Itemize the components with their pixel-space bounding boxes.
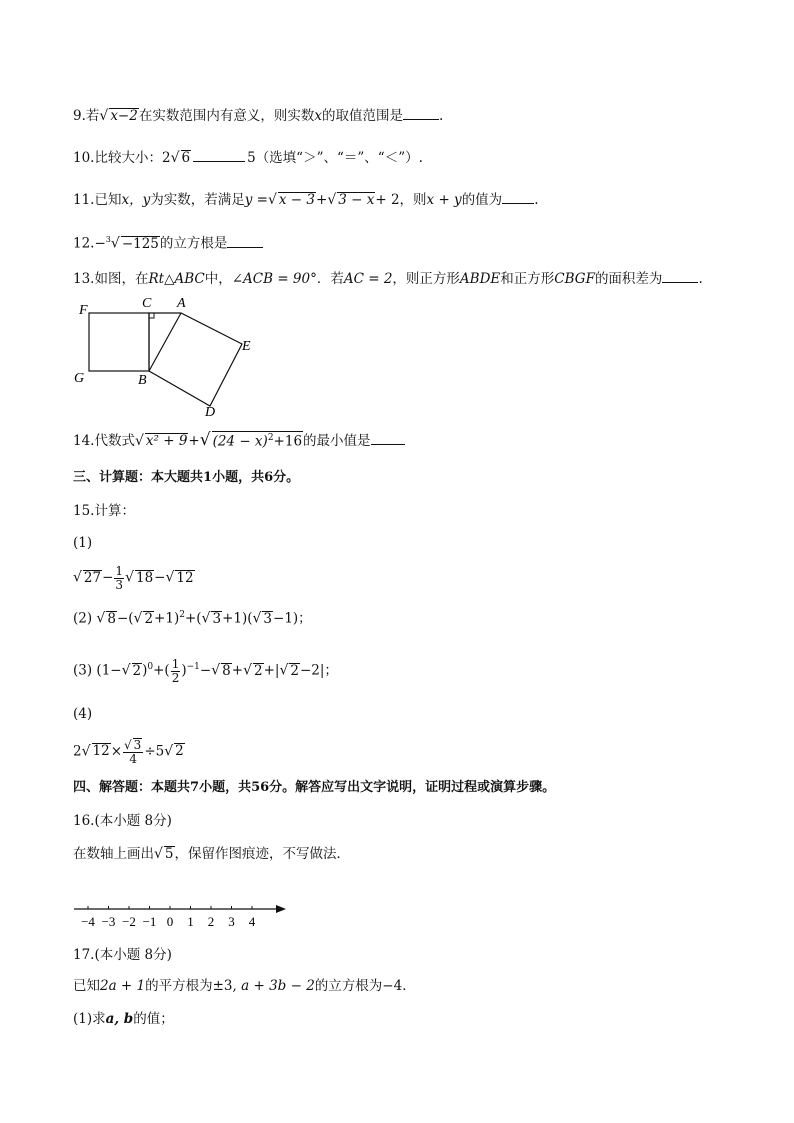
text: 比较大小：: [94, 150, 162, 166]
arrow-head: [276, 905, 286, 913]
text: 分。: [273, 470, 300, 485]
numerator: √ 3: [124, 738, 142, 752]
radicand: 3: [263, 610, 273, 627]
radicand: 2: [132, 662, 142, 679]
text: 的最小值是: [303, 433, 371, 449]
radicand: 8: [222, 662, 231, 679]
radicand: 3: [212, 610, 222, 627]
sqrt-sign: √: [96, 610, 106, 627]
numerator: 1: [115, 564, 124, 578]
label-a: A: [177, 296, 186, 311]
radicand: 6: [181, 150, 191, 166]
expression: y =: [244, 192, 268, 208]
term: +1): [154, 610, 180, 627]
sqrt-sign: √: [134, 433, 144, 449]
sqrt-sign: √: [199, 430, 211, 450]
triangle-name: Rt△ABC: [148, 271, 205, 287]
radicand: 2: [290, 662, 299, 679]
sqrt-sign: √: [170, 150, 180, 166]
term: −(: [116, 610, 134, 627]
tick-label: 4: [248, 914, 256, 929]
radicand: x − 3: [278, 192, 315, 208]
radicand: 12: [176, 569, 194, 586]
fraction: [171, 658, 181, 684]
q15-part-1-label: (1): [73, 535, 93, 551]
value: −4: [382, 978, 403, 994]
section-4-title: [73, 780, 555, 796]
section-3-title: [73, 470, 299, 486]
term: ): [142, 662, 148, 679]
question-17-text: [73, 978, 416, 994]
sqrt-sign: √: [252, 610, 262, 627]
text: 代数式: [94, 433, 135, 449]
fraction: [123, 738, 143, 766]
text: .: [534, 192, 539, 208]
hint: （选填“＞”、“＝”、“＜”）.: [255, 150, 423, 166]
operator: +: [188, 433, 200, 449]
tick-label: 1: [187, 914, 194, 929]
answer-blank: [193, 161, 245, 162]
operator: ×: [110, 743, 123, 760]
tick-label: 2: [207, 914, 215, 929]
operator: +: [316, 192, 328, 208]
value: 5: [247, 150, 256, 166]
variable: x: [314, 108, 322, 124]
label-e: E: [242, 339, 251, 354]
term: (1−: [96, 662, 122, 679]
coefficient: 2: [161, 150, 171, 166]
text: + 2，则: [375, 192, 427, 208]
term: +(: [184, 610, 202, 627]
sqrt-sign: √: [99, 108, 109, 124]
radicand: 27: [83, 569, 102, 586]
radicand: 2: [253, 662, 263, 679]
term: ): [181, 662, 187, 679]
answer-blank: [227, 247, 263, 248]
radicand: 2: [144, 610, 154, 627]
part-label: (2): [73, 610, 93, 627]
term: ÷5: [144, 743, 165, 760]
radicand: 8: [107, 610, 116, 627]
label-c: C: [142, 296, 152, 311]
sqrt-sign: √: [164, 743, 174, 760]
angle: ∠ACB = 90°: [231, 271, 317, 287]
sqrt-sign: √: [125, 569, 134, 586]
radicand: −125: [121, 235, 159, 252]
radicand: 3 − x: [338, 192, 375, 208]
label-b: B: [138, 373, 147, 388]
denominator: 4: [129, 752, 137, 767]
exponent: −1: [186, 662, 200, 673]
text: 小题，共: [199, 780, 252, 795]
given: AC = 2: [343, 271, 393, 287]
text: .: [438, 108, 444, 124]
text: ，保留作图痕迹，不写做法．: [174, 846, 351, 862]
text: 计算：: [94, 503, 135, 519]
question-13: [73, 271, 703, 287]
exponent: 2: [179, 610, 185, 620]
square-cbgf: [89, 313, 149, 371]
expression: 2a + 1: [100, 978, 146, 994]
tick-label: −4: [81, 914, 95, 929]
term: −2|；: [299, 662, 338, 679]
question-17-heading: 17.(本小题 8分): [73, 947, 172, 963]
q15-part-1-expression: [73, 565, 195, 591]
sqrt-sign: √: [121, 662, 131, 679]
square-name: CBGF: [554, 271, 595, 287]
answer-blank: [662, 282, 698, 283]
question-17-part-1: [73, 1011, 174, 1027]
sqrt-sign: √: [154, 846, 163, 862]
operator: −: [94, 235, 106, 252]
value: ±3,: [212, 978, 237, 994]
coefficient: 2: [73, 743, 82, 760]
operator: −: [154, 569, 166, 586]
question-10: [73, 150, 423, 167]
tick-label: −3: [101, 914, 116, 929]
square-name: ABDE: [459, 271, 501, 287]
text: 已知: [73, 978, 100, 994]
radicand: 3: [133, 738, 142, 752]
question-11: [73, 192, 538, 209]
text: 如图，在: [94, 271, 149, 287]
expression: x + y: [426, 192, 462, 208]
sqrt-sign: √: [73, 569, 82, 586]
question-16-heading: 16.(本小题 8分): [73, 813, 172, 829]
sqrt-sign: √: [327, 192, 337, 208]
text: 的取值范围是: [321, 108, 403, 124]
text: .: [698, 271, 703, 287]
text: 的平方根为: [145, 978, 213, 994]
tick-label: 3: [228, 914, 235, 929]
sqrt-sign: √: [133, 610, 143, 627]
segment-ab: [149, 313, 181, 371]
score: 6: [264, 470, 274, 485]
answer-blank: [403, 119, 439, 120]
sqrt-sign: √: [211, 662, 221, 679]
sqrt-sign: √: [110, 235, 120, 252]
sqrt-sign: √: [243, 662, 252, 679]
text: 在数轴上画出: [73, 846, 154, 862]
numerator: 1: [171, 657, 180, 671]
radicand: x−2: [110, 108, 138, 124]
count: 1: [203, 470, 213, 485]
text: 和正方形: [500, 271, 555, 287]
radicand: x² + 9: [145, 433, 188, 449]
denominator: 3: [115, 577, 124, 592]
term: +(: [153, 662, 170, 679]
answer-blank: [371, 444, 405, 445]
question-15: [73, 503, 135, 519]
number-line: [70, 898, 290, 934]
question-number: 15.: [73, 503, 95, 519]
text: ．: [402, 978, 416, 994]
text: 若: [85, 108, 100, 124]
text: ，则正方形: [392, 271, 460, 287]
label-d: D: [205, 405, 216, 420]
question-12: [73, 235, 263, 252]
text: 的值为: [461, 192, 503, 208]
sqrt-sign: √: [165, 569, 175, 586]
question-number: 9.: [73, 108, 86, 124]
text: 为实数，若满足: [150, 192, 245, 208]
tick-label: 0: [166, 914, 174, 929]
radicand: 12: [92, 743, 110, 760]
question-number: 11.: [73, 192, 95, 208]
question-number: 12.: [73, 235, 95, 252]
radicand: [212, 431, 303, 449]
geometry-figure: [70, 292, 270, 422]
fraction: [114, 565, 124, 591]
q15-part-2: [73, 610, 312, 627]
radicand: 2: [175, 743, 184, 760]
q15-part-3: [73, 658, 338, 684]
term: (24 − x): [212, 433, 268, 449]
text: 四、解答题：本题共: [73, 780, 191, 795]
label-f: F: [79, 303, 88, 318]
operator: +: [231, 662, 244, 679]
answer-blank: [502, 203, 534, 204]
text: 的立方根为: [314, 978, 383, 994]
question-16-text: [73, 846, 350, 863]
text: 已知: [94, 192, 122, 208]
q15-part-4-expression: [73, 738, 185, 766]
q15-part-4-label: (4): [73, 706, 93, 722]
sqrt-sign: √: [279, 662, 289, 679]
radicand: 18: [135, 569, 154, 586]
text: 在实数范围内有意义，则实数: [138, 108, 315, 124]
expression: a + 3b − 2: [241, 978, 315, 994]
text: 小题，共: [212, 470, 265, 485]
term: +1)(: [222, 610, 253, 627]
tick-label: −2: [122, 914, 136, 929]
sqrt-sign: √: [201, 610, 211, 627]
label-g: G: [74, 371, 85, 386]
operator: −: [199, 662, 212, 679]
term: −1)；: [273, 610, 312, 627]
tick-label: −1: [142, 914, 157, 929]
text: 的立方根是: [159, 235, 228, 252]
term: +16: [273, 433, 303, 449]
variables: a, b: [105, 1011, 134, 1027]
exponent: 0: [147, 662, 154, 673]
score: 56: [251, 780, 270, 795]
sqrt-sign: √: [267, 192, 277, 208]
text: 分。解答应写出文字说明，证明过程或演算步骤。: [269, 780, 556, 795]
exponent: 2: [267, 432, 274, 443]
text: 三、计算题：本大题共: [73, 470, 204, 485]
part-label: (3): [73, 662, 93, 679]
root-index: 3: [105, 235, 111, 244]
text: 中，: [204, 271, 232, 287]
radicand: 5: [164, 846, 174, 862]
question-number: 10.: [73, 150, 95, 166]
question-14: [73, 430, 405, 450]
text: 的面积差为: [594, 271, 663, 287]
square-abde: [149, 313, 242, 406]
term: +|: [263, 662, 280, 679]
count: 7: [190, 780, 200, 795]
sqrt-sign: √: [81, 743, 91, 760]
right-angle-mark: [149, 313, 154, 318]
question-9: [73, 108, 443, 125]
question-number: 14.: [73, 433, 95, 449]
text: 的值；: [133, 1011, 174, 1027]
variables: x，y: [121, 192, 151, 208]
text: ．若: [316, 271, 344, 287]
denominator: 2: [171, 670, 180, 685]
operator: −: [102, 569, 114, 586]
question-number: 13.: [73, 271, 95, 287]
part-label: (1)求: [73, 1011, 106, 1027]
